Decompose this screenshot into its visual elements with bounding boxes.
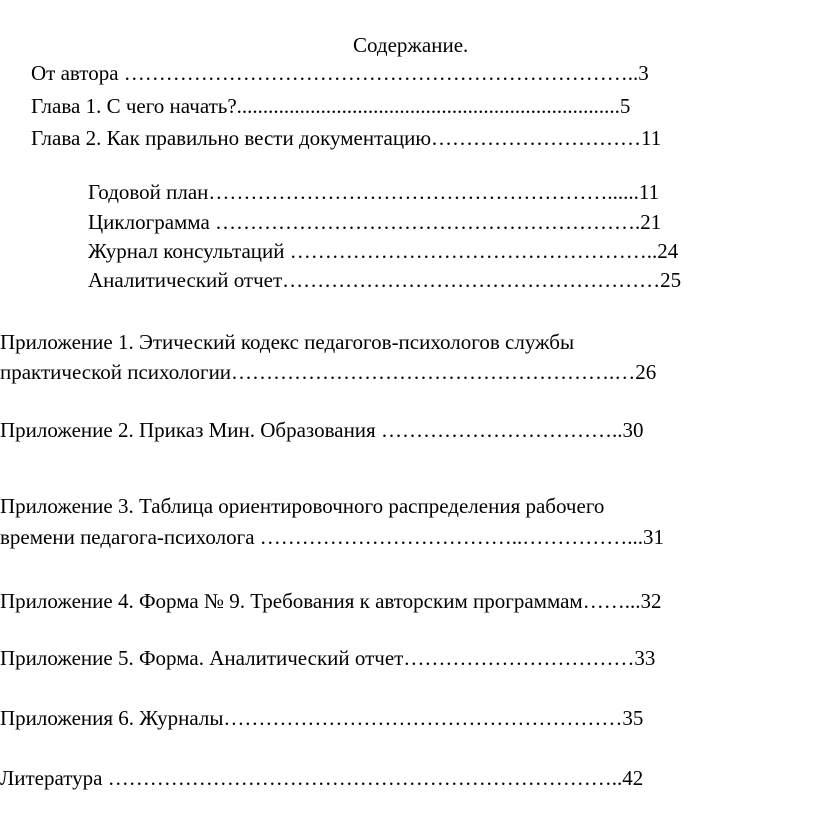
- toc-entry-appendix-3-line-1: Приложение 3. Таблица ориентировочного распределения рабочего: [0, 494, 605, 518]
- toc-entry-literature: Литература ………………………………………………………………..42: [0, 766, 644, 790]
- toc-entry-analytic-report: Аналитический отчет………………………………………………25: [88, 268, 682, 292]
- toc-entry-cyclogram: Циклограмма …………………………………………………….21: [88, 210, 662, 234]
- toc-entry-annual-plan: Годовой план…………………………………………………......11: [88, 180, 660, 204]
- toc-entry-appendix-1-line-2: практической психологии……………………………………………….…26: [0, 360, 657, 384]
- toc-entry-chapter-1: Глава 1. С чего начать?.........................................................................5: [31, 94, 631, 118]
- toc-entry-appendix-6: Приложения 6. Журналы…………………………………………………35: [0, 706, 644, 730]
- document-title: Содержание.: [353, 33, 469, 57]
- toc-entry-appendix-4: Приложение 4. Форма № 9. Требования к авторским программам……...32: [0, 589, 662, 613]
- toc-entry-appendix-3-line-2: времени педагога-психолога ………………………………..……………...31: [0, 525, 665, 549]
- toc-entry-chapter-2: Глава 2. Как правильно вести документацию…………………………11: [31, 126, 662, 150]
- toc-entry-consultation-journal: Журнал консультаций ……………………………………………..24: [88, 239, 679, 263]
- toc-entry-appendix-2: Приложение 2. Приказ Мин. Образования ……………………………..30: [0, 418, 644, 442]
- toc-entry-from-author: От автора ………………………………………………………………..3: [31, 61, 649, 85]
- toc-entry-appendix-1-line-1: Приложение 1. Этический кодекс педагогов-психологов службы: [0, 330, 575, 354]
- toc-entry-appendix-5: Приложение 5. Форма. Аналитический отчет……………………………33: [0, 646, 656, 670]
